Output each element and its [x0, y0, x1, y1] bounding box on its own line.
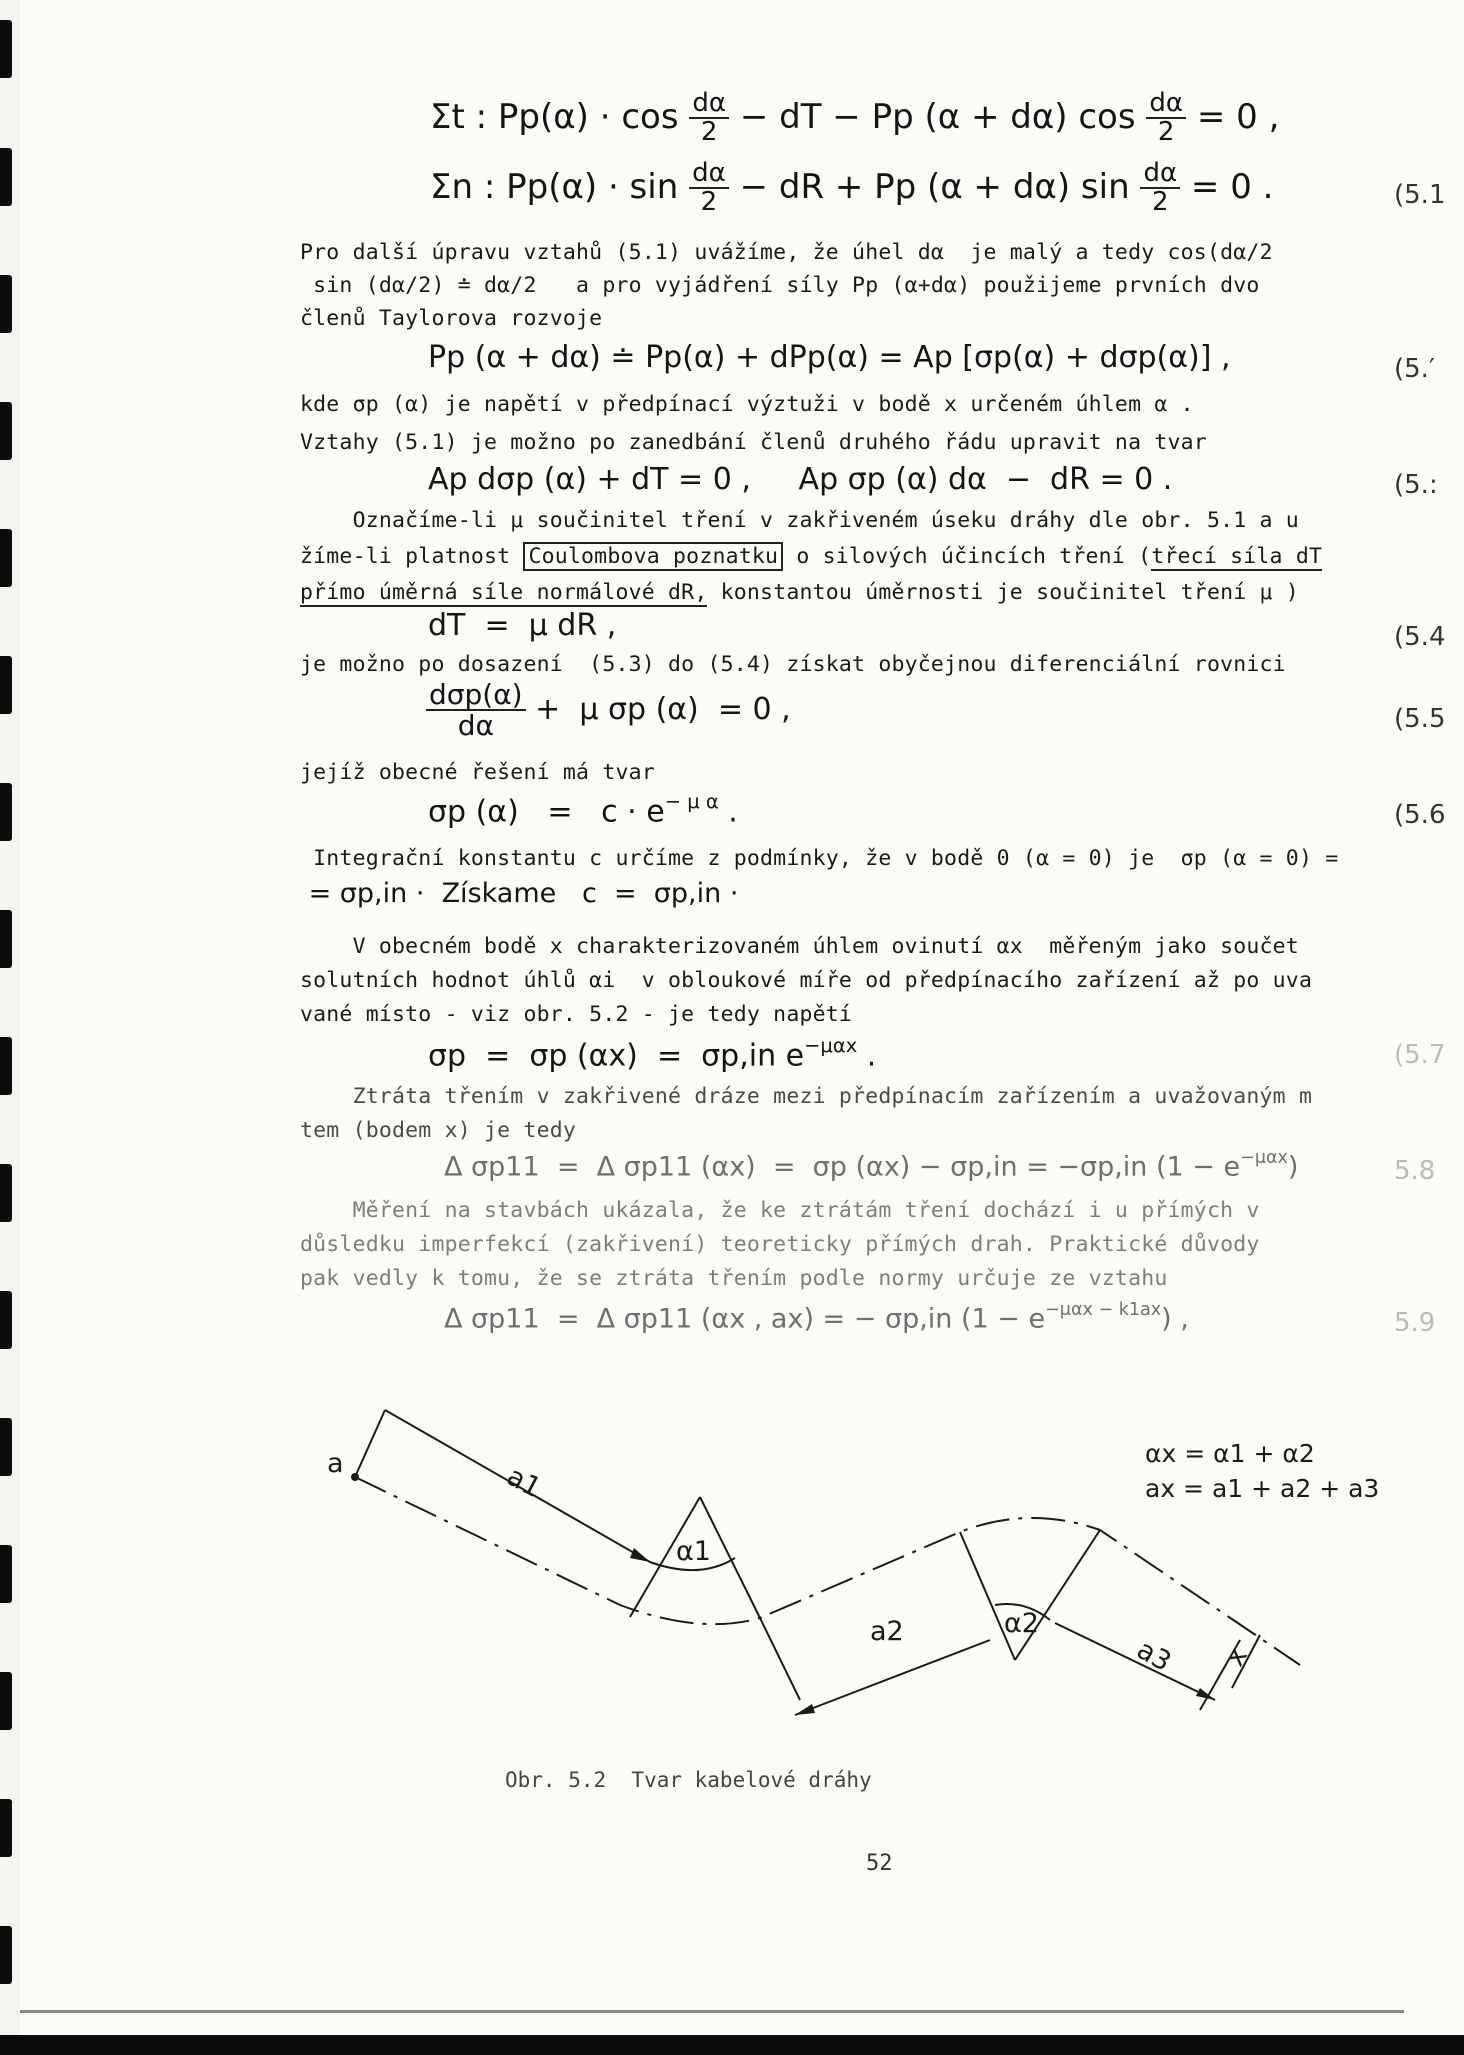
text-line: kde σp (α) je napětí v předpínací výztuži v bodě x určeném úhlem α .: [300, 392, 1194, 417]
text-line: sin (dα/2) ≐ dα/2 a pro vyjádření síly Pp (α+dα) použijeme prvních dvo: [300, 273, 1260, 298]
equation-number: (5.7: [1394, 1040, 1446, 1070]
arrowhead: [795, 1704, 815, 1715]
point-a: [351, 1473, 359, 1481]
figure-equation-a-x: ax = a1 + a2 + a3: [1145, 1474, 1380, 1503]
text-line: Pro další úpravu vztahů (5.1) uvážíme, že úhel dα je malý a tedy cos(dα/2: [300, 240, 1273, 265]
label-x: x: [1219, 1642, 1255, 1672]
figure-caption: Obr. 5.2 Tvar kabelové dráhy: [505, 1768, 872, 1792]
text-line: je možno po dosazení (5.3) do (5.4) získat obyčejnou diferenciální rovnici: [300, 652, 1286, 677]
text-line: žíme-li platnost Coulombova poznatku o silových účincích tření (třecí síla dT: [300, 544, 1323, 569]
text-line: Označíme-li μ součinitel tření v zakřiveném úseku dráhy dle obr. 5.1 a u: [300, 508, 1299, 533]
label-alpha2: α2: [1004, 1608, 1039, 1639]
label-a3: a3: [1131, 1634, 1177, 1678]
equation-5-6: σp $(\alpha) = c \cdot e^{- \mu \alpha}$ .: [428, 790, 738, 830]
text-line: důsledku imperfekcí (zakřivení) teoreticky přímých drah. Praktické důvody: [300, 1232, 1260, 1257]
label-a: a: [327, 1448, 344, 1479]
equation-inline: = σp,in · Získame c = σp,in ·: [300, 878, 739, 909]
text-line: členů Taylorova rozvoje: [300, 306, 603, 331]
text-line: tem (bodem x) je tedy: [300, 1118, 577, 1143]
text-line: jejíž obecné řešení má tvar: [300, 760, 655, 785]
text-line: vané místo - viz obr. 5.2 - je tedy napětí: [300, 1002, 853, 1027]
equation-5-7: σp = σp (αx) = σp,in $e^{-\mu\alpha x}$ .: [428, 1034, 877, 1074]
equation-sum-t: Σt : Pp(α) · cos $\frac{d\alpha}{2}$ − dT − Pp (α + dα) cos $\frac{d\alpha}{2}$ = 0 ,: [430, 88, 1280, 148]
figure-equation-alpha-x: αx = α1 + α2: [1145, 1439, 1315, 1468]
text-line: Ztráta třením v zakřivené dráze mezi předpínacím zařízením a uvažovaným m: [300, 1084, 1313, 1109]
equation-sum-n: Σn : Pp(α) · sin $\frac{d\alpha}{2}$ − dR + Pp (α + dα) sin $\frac{d\alpha}{2}$ = 0 .: [430, 158, 1274, 218]
page-number: 52: [866, 1851, 893, 1876]
equation-number: (5.5: [1394, 704, 1446, 734]
text-line: přímo úměrná síle normálové dR, konstantou úměrnosti je součinitel tření μ ): [300, 580, 1299, 605]
label-a1: a1: [501, 1460, 547, 1505]
dimension-line-a2: [795, 1640, 990, 1715]
scan-bottom-edge: [0, 2035, 1464, 2055]
boxed-term: Coulombova poznatku: [523, 542, 783, 571]
equation-taylor: Pp (α + dα) ≐ Pp(α) + dPp(α) = Ap [σp(α) + dσp(α)] ,: [428, 340, 1231, 375]
equation-number: (5.1: [1394, 180, 1446, 210]
label-a2: a2: [870, 1616, 904, 1647]
equation-number: 5.8: [1394, 1156, 1436, 1186]
text-line: Integrační konstantu c určíme z podmínky, že v bodě 0 (α = 0) je σp (α = 0) =: [300, 846, 1339, 871]
equation-number: (5.′: [1394, 354, 1435, 384]
label-alpha1: α1: [676, 1536, 711, 1567]
arrowhead: [630, 1548, 650, 1562]
equation-5-9: Δ σp11 = Δ σp11 (αx , ax) = − σp,in $(1 - e^{-\mu\alpha x - k1ax})$ ,: [444, 1300, 1189, 1335]
extension-line: [760, 1618, 800, 1700]
equation-5-4: dT = μ dR ,: [428, 608, 617, 643]
equation-5-5: $\frac{\text{dσp(α)}}{d\alpha}$ + μ σp (α) = 0 ,: [426, 680, 791, 741]
tangent-line: [1015, 1530, 1100, 1660]
equation-number: 5.9: [1394, 1308, 1436, 1338]
equation-number: (5.6: [1394, 800, 1446, 830]
text-line: solutních hodnot úhlů αi v obloukové míře od předpínacího zařízení až po uva: [300, 968, 1313, 993]
equation-number: (5.4: [1394, 622, 1446, 652]
equation-number: (5.:: [1394, 470, 1438, 500]
equation-5-8: Δ σp11 = Δ σp11 (αx) = σp (αx) − σp,in = −σp,in $(1 - e^{-\mu\alpha x})$: [444, 1148, 1299, 1183]
text-line: V obecném bodě x charakterizovaném úhlem ovinutí αx měřeným jako součet: [300, 934, 1299, 959]
text-line: Měření na stavbách ukázala, že ke ztrátám tření dochází i u přímých v: [300, 1198, 1260, 1223]
equation-5-3: Ap dσp (α) + dT = 0 , Ap σp (α) dα − dR = 0 .: [428, 462, 1173, 497]
text-line: pak vedly k tomu, že se ztráta třením podle normy určuje ze vztahu: [300, 1266, 1168, 1291]
cable-axis: [355, 1477, 1300, 1665]
scan-edge-line: [20, 2010, 1404, 2013]
text-line: Vztahy (5.1) je možno po zanedbání členů druhého řádu upravit na tvar: [300, 430, 1207, 455]
extension-line: [355, 1410, 385, 1477]
